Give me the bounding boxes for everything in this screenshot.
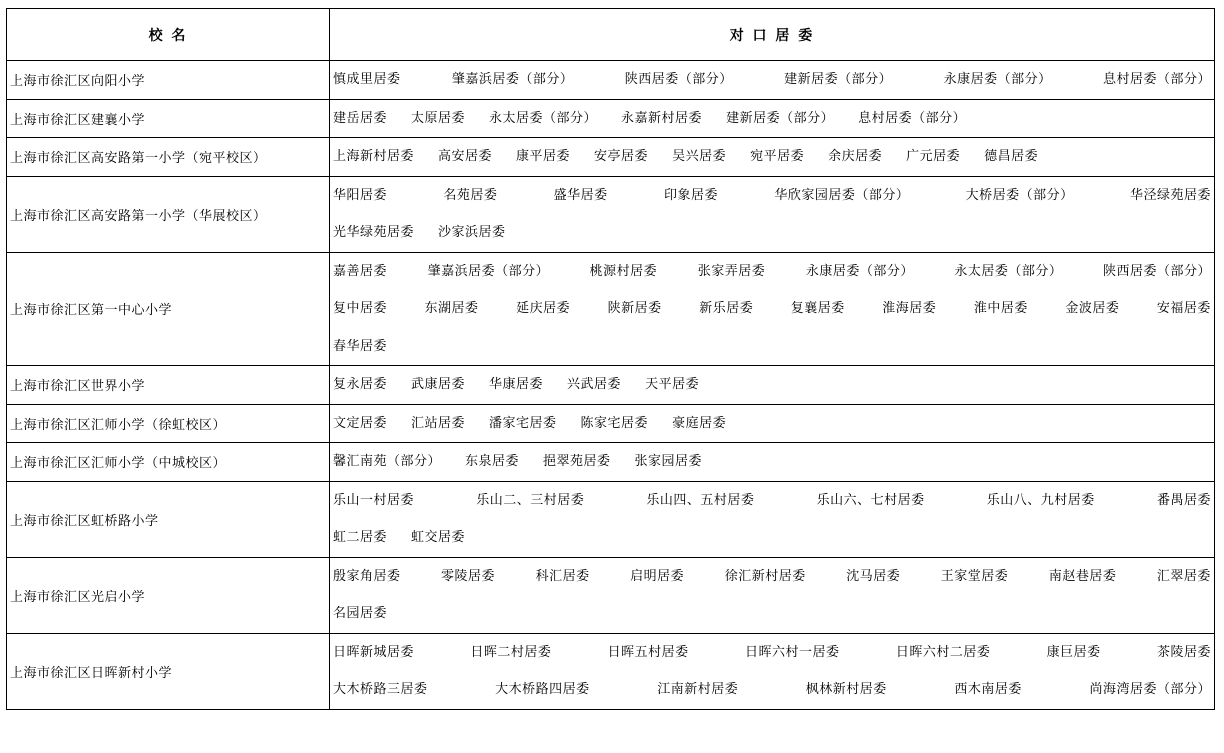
committee-item: 兴武居委 xyxy=(567,377,622,392)
committee-item: 大桥居委（部分） xyxy=(965,187,1074,203)
committee-line xyxy=(333,100,1211,138)
committee-item: 大木桥路四居委 xyxy=(495,682,590,697)
table-row xyxy=(7,481,1215,557)
committee-item: 天平居委 xyxy=(645,377,700,392)
committee-item: 文定居委 xyxy=(333,415,388,431)
committee-item: 陕西居委（部分） xyxy=(1102,263,1211,279)
committee-line xyxy=(333,671,1211,709)
zone-committees xyxy=(330,404,1215,443)
committee-item: 东湖居委 xyxy=(424,301,479,316)
school-name: 上海市徐汇区高安路第一小学（宛平校区） xyxy=(7,138,330,177)
committee-item: 乐山八、九村居委 xyxy=(986,492,1095,508)
committee-item: 华阳居委 xyxy=(333,187,388,203)
committee-item: 息村居委（部分） xyxy=(858,110,967,126)
committee-line xyxy=(333,405,1211,443)
school-name: 上海市徐汇区日晖新村小学 xyxy=(7,633,330,709)
committee-item: 上海新村居委 xyxy=(333,149,415,164)
committee-item: 日晖五村居委 xyxy=(607,644,689,660)
page-title xyxy=(0,0,1224,8)
committee-item: 华康居委 xyxy=(489,377,544,392)
committee-item: 江南新村居委 xyxy=(657,682,739,697)
committee-item: 沙家浜居委 xyxy=(438,225,506,240)
committee-item: 茶陵居委 xyxy=(1156,644,1211,660)
table-row xyxy=(7,99,1215,138)
committee-item: 嘉善居委 xyxy=(333,263,388,279)
committee-item: 复襄居委 xyxy=(790,301,845,316)
committee-item: 金波居委 xyxy=(1065,301,1120,316)
committee-item: 日晖新城居委 xyxy=(333,644,415,660)
table-row xyxy=(7,176,1215,252)
committee-line xyxy=(333,443,1211,481)
committee-line xyxy=(333,253,1211,291)
zone-committees xyxy=(330,138,1215,177)
committee-item: 东泉居委 xyxy=(465,454,520,469)
committee-item: 乐山六、七村居委 xyxy=(816,492,925,508)
committee-item: 华欣家园居委（部分） xyxy=(774,187,910,203)
committee-item: 尚海湾居委（部分） xyxy=(1089,682,1211,697)
committee-line xyxy=(333,290,1211,328)
table-row xyxy=(7,633,1215,709)
committee-item: 张家弄居委 xyxy=(697,263,766,279)
table-row xyxy=(7,138,1215,177)
committee-line xyxy=(333,214,1211,252)
committee-item: 王家堂居委 xyxy=(940,568,1009,584)
school-name: 上海市徐汇区第一中心小学 xyxy=(7,252,330,366)
committee-item: 南赵巷居委 xyxy=(1048,568,1117,584)
school-name: 上海市徐汇区世界小学 xyxy=(7,366,330,405)
committee-item: 启明居委 xyxy=(630,568,685,584)
committee-item: 新乐居委 xyxy=(699,301,754,316)
committee-line xyxy=(333,519,1211,557)
zone-committees xyxy=(330,176,1215,252)
committee-item: 名园居委 xyxy=(333,606,388,621)
committee-line xyxy=(333,366,1211,404)
school-name-header: 校 名 xyxy=(7,9,330,61)
zone-committees xyxy=(330,633,1215,709)
committee-item: 汇翠居委 xyxy=(1156,568,1211,584)
committee-item: 潘家宅居委 xyxy=(489,415,557,431)
committee-item: 延庆居委 xyxy=(516,301,571,316)
committee-item: 慎成里居委 xyxy=(333,72,401,87)
table-row xyxy=(7,557,1215,633)
zone-committees xyxy=(330,481,1215,557)
committee-item: 日晖六村二居委 xyxy=(895,644,991,660)
committee-item: 康平居委 xyxy=(516,149,571,164)
committee-item: 永康居委（部分） xyxy=(943,72,1052,87)
committee-item: 光华绿苑居委 xyxy=(333,225,415,240)
committee-item: 永太居委（部分） xyxy=(954,263,1063,279)
table-body xyxy=(7,61,1215,710)
committee-item: 淮中居委 xyxy=(973,301,1028,316)
committee-item: 虹交居委 xyxy=(411,530,466,545)
committee-item: 殷家角居委 xyxy=(333,568,401,584)
committee-item: 番禺居委 xyxy=(1156,492,1211,508)
committee-item: 复永居委 xyxy=(333,377,388,392)
committee-item: 大木桥路三居委 xyxy=(333,682,428,697)
committee-item: 日晖六村一居委 xyxy=(744,644,840,660)
committee-item: 宛平居委 xyxy=(750,149,805,164)
committee-line xyxy=(333,634,1211,672)
table-header-row xyxy=(7,9,1215,61)
committee-item: 太原居委 xyxy=(411,110,466,126)
table-row xyxy=(7,61,1215,100)
committee-item: 科汇居委 xyxy=(535,568,590,584)
committee-item: 康巨居委 xyxy=(1046,644,1101,660)
committee-line xyxy=(333,482,1211,520)
committee-item: 乐山二、三村居委 xyxy=(476,492,585,508)
committee-item: 名苑居委 xyxy=(443,187,498,203)
committee-item: 乐山四、五村居委 xyxy=(646,492,755,508)
committee-line xyxy=(333,595,1211,633)
committee-item: 余庆居委 xyxy=(828,149,883,164)
zone-committee-header: 对 口 居 委 xyxy=(330,9,1215,61)
committee-item: 枫林新村居委 xyxy=(805,682,887,697)
zone-committees xyxy=(330,366,1215,405)
committee-item: 华泾绿苑居委 xyxy=(1129,187,1211,203)
committee-item: 印象居委 xyxy=(663,187,718,203)
committee-item: 陕西居委（部分） xyxy=(624,72,733,87)
committee-item: 武康居委 xyxy=(411,377,466,392)
table-row xyxy=(7,366,1215,405)
school-name: 上海市徐汇区汇师小学（徐虹校区） xyxy=(7,404,330,443)
committee-item: 息村居委（部分） xyxy=(1102,72,1211,87)
committee-item: 安福居委 xyxy=(1156,301,1211,316)
zone-committees xyxy=(330,99,1215,138)
committee-line xyxy=(333,61,1211,99)
committee-item: 德昌居委 xyxy=(984,149,1039,164)
school-name: 上海市徐汇区向阳小学 xyxy=(7,61,330,100)
committee-item: 永康居委（部分） xyxy=(805,263,914,279)
committee-line xyxy=(333,328,1211,366)
committee-item: 建岳居委 xyxy=(333,110,388,126)
committee-item: 广元居委 xyxy=(906,149,961,164)
committee-item: 豪庭居委 xyxy=(672,415,727,431)
committee-item: 陕新居委 xyxy=(607,301,662,316)
committee-item: 桃源村居委 xyxy=(589,263,658,279)
committee-line xyxy=(333,138,1211,176)
committee-item: 春华居委 xyxy=(333,338,388,354)
committee-item: 虹二居委 xyxy=(333,530,388,545)
committee-item: 张家园居委 xyxy=(634,454,703,469)
zone-committees xyxy=(330,443,1215,482)
committee-item: 建新居委（部分） xyxy=(726,110,835,126)
committee-item: 零陵居委 xyxy=(441,568,496,584)
committee-item: 建新居委（部分） xyxy=(784,72,893,87)
committee-item: 乐山一村居委 xyxy=(333,492,415,508)
committee-item: 日晖二村居委 xyxy=(470,644,552,660)
school-name: 上海市徐汇区光启小学 xyxy=(7,557,330,633)
committee-line xyxy=(333,177,1211,215)
committee-item: 复中居委 xyxy=(333,301,388,316)
committee-item: 汇站居委 xyxy=(411,415,466,431)
committee-item: 陈家宅居委 xyxy=(580,415,649,431)
committee-item: 永嘉新村居委 xyxy=(621,110,703,126)
committee-item: 吴兴居委 xyxy=(672,149,727,164)
committee-line xyxy=(333,558,1211,596)
committee-item: 西木南居委 xyxy=(954,682,1022,697)
committee-item: 挹翠苑居委 xyxy=(543,454,611,469)
table-row xyxy=(7,404,1215,443)
committee-item: 徐汇新村居委 xyxy=(724,568,806,584)
committee-item: 永太居委（部分） xyxy=(489,110,598,126)
committee-item: 沈马居委 xyxy=(846,568,901,584)
committee-item: 盛华居委 xyxy=(553,187,608,203)
table-row xyxy=(7,443,1215,482)
committee-item: 肇嘉浜居委（部分） xyxy=(427,263,550,279)
zone-committees xyxy=(330,557,1215,633)
committee-item: 安亭居委 xyxy=(594,149,649,164)
school-name: 上海市徐汇区汇师小学（中城校区） xyxy=(7,443,330,482)
committee-item: 馨汇南苑（部分） xyxy=(333,454,442,469)
table-row xyxy=(7,252,1215,366)
committee-item: 肇嘉浜居委（部分） xyxy=(451,72,574,87)
zone-committees xyxy=(330,252,1215,366)
school-name: 上海市徐汇区虹桥路小学 xyxy=(7,481,330,557)
committee-item: 淮海居委 xyxy=(882,301,937,316)
school-name: 上海市徐汇区建襄小学 xyxy=(7,99,330,138)
zone-committees xyxy=(330,61,1215,100)
school-zone-table xyxy=(6,8,1215,710)
school-name: 上海市徐汇区高安路第一小学（华展校区） xyxy=(7,176,330,252)
committee-item: 高安居委 xyxy=(438,149,493,164)
